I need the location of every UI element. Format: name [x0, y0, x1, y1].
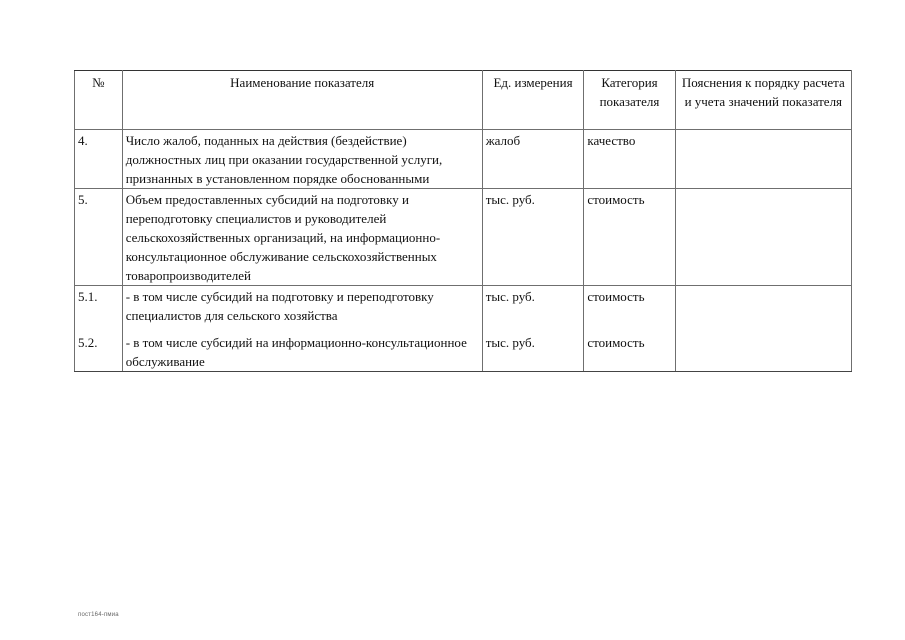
header-unit: Ед. измерения — [482, 71, 584, 130]
row-unit: жалоб — [482, 130, 584, 189]
row-explanation — [675, 189, 851, 286]
row-unit: тыс. руб. — [482, 325, 584, 372]
row-category: стоимость — [584, 325, 675, 372]
header-number: № — [75, 71, 123, 130]
table-row — [75, 189, 852, 286]
row-number: 5. — [75, 189, 123, 286]
row-number: 5.2. — [75, 325, 123, 372]
indicators-table — [74, 70, 852, 372]
table-header-row — [75, 71, 852, 130]
row-indicator-name: - в том числе субсидий на подготовку и переподготовку специалистов для сельского хозяйства — [122, 286, 482, 326]
header-category: Категория показателя — [584, 71, 675, 130]
row-explanation — [675, 325, 851, 372]
row-unit: тыс. руб. — [482, 189, 584, 286]
row-explanation — [675, 286, 851, 326]
row-category: стоимость — [584, 286, 675, 326]
row-indicator-name: - в том числе субсидий на информационно-консультационное обслуживание — [122, 325, 482, 372]
row-number: 5.1. — [75, 286, 123, 326]
row-unit: тыс. руб. — [482, 286, 584, 326]
row-number: 4. — [75, 130, 123, 189]
row-category: качество — [584, 130, 675, 189]
table-row — [75, 325, 852, 372]
table-row — [75, 286, 852, 326]
header-indicator-name: Наименование показателя — [122, 71, 482, 130]
row-indicator-name: Объем предоставленных субсидий на подготовку и переподготовку специалистов и руководителей сельскохозяйственных организаций, на информационно-консультационное обслуживание сельскохозяйственных товаропроизводителей — [122, 189, 482, 286]
row-category: стоимость — [584, 189, 675, 286]
table-row — [75, 130, 852, 189]
file-footer-label: пост164-пмиа — [78, 612, 119, 618]
header-explanation: Пояснения к порядку расчета и учета значений показателя — [675, 71, 851, 130]
row-explanation — [675, 130, 851, 189]
row-indicator-name: Число жалоб, поданных на действия (бездействие) должностных лиц при оказании государственной услуги, признанных в установленном порядке обоснованными — [122, 130, 482, 189]
